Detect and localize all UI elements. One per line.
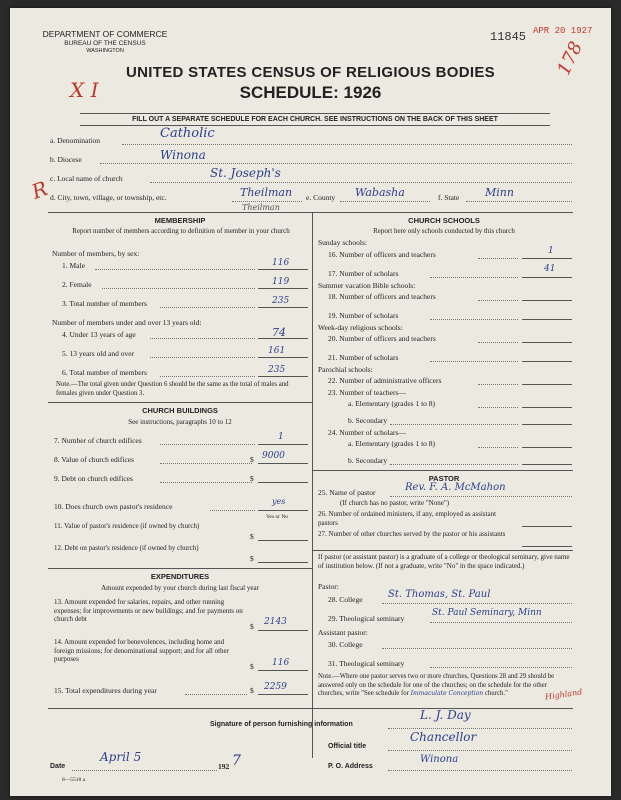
q17-label: 17. Number of scholars <box>328 269 399 278</box>
signature-label: Signature of person furnishing information <box>210 721 353 728</box>
state-value[interactable]: Minn <box>485 186 514 199</box>
q20-label: 20. Number of officers and teachers <box>328 334 436 343</box>
q21-label: 21. Number of scholars <box>328 353 399 362</box>
q25-label: 25. Name of pastor <box>318 488 376 497</box>
q1-label: 1. Male <box>62 261 85 270</box>
grad-note: If pastor (or assistant pastor) is a graduate of a college or theological seminary, give name of institution below. (If not a graduate, write "No" in the space indicated.) <box>318 553 570 570</box>
q4-label: 4. Under 13 years of age <box>62 330 136 339</box>
q12-label: 12. Debt on pastor's residence (if owned by church) <box>54 544 199 552</box>
q15-value[interactable]: 2259 <box>264 682 287 692</box>
dept-label: DEPARTMENT OF COMMERCE <box>42 29 168 39</box>
q3-label: 3. Total number of members <box>62 299 147 308</box>
denomination-label: a. Denomination <box>50 136 100 145</box>
q6-label: 6. Total number of members <box>62 368 147 377</box>
q3-value[interactable]: 235 <box>272 296 290 306</box>
q26-label: 26. Number of ordained ministers, if any, employed as assistant pastors <box>318 510 497 527</box>
diocese-label: b. Diocese <box>50 155 82 164</box>
q9-label: 9. Debt on church edifices <box>54 474 133 483</box>
q29-label: 29. Theological seminary <box>328 614 405 623</box>
q1-value[interactable]: 116 <box>272 258 290 268</box>
q10-value[interactable]: yes <box>272 497 286 506</box>
q10-label: 10. Does church own pastor's residence <box>54 502 173 511</box>
q7-value[interactable]: 1 <box>278 432 284 442</box>
denomination-value[interactable]: Catholic <box>160 126 215 141</box>
q28-label: 28. College <box>328 595 363 604</box>
city-field-note: Theilman <box>242 203 280 212</box>
q23-label: 23. Number of teachers— <box>328 388 406 397</box>
parochial-label: Parochial schools: <box>318 365 373 374</box>
q31-label: 31. Theological seminary <box>328 659 405 668</box>
pastor-sub-label: Pastor: <box>318 582 339 591</box>
buildings-title: CHURCH BUILDINGS <box>142 406 218 415</box>
yesno-hint: Yes or No <box>266 514 289 520</box>
q22-label: 22. Number of administrative officers <box>328 376 442 385</box>
q24-label: 24. Number of scholars— <box>328 428 406 437</box>
asst-label: Assistant pastor: <box>318 628 368 637</box>
form-title: UNITED STATES CENSUS OF RELIGIOUS BODIES <box>126 64 495 81</box>
date-label: Date <box>50 763 66 770</box>
q29-value[interactable]: St. Paul Seminary, Minn <box>432 608 542 618</box>
q11-label: 11. Value of pastor's residence (if owned by church) <box>54 522 200 530</box>
q30-label: 30. College <box>328 640 363 649</box>
q14-value[interactable]: 116 <box>272 658 290 668</box>
q16-label: 16. Number of officers and teachers <box>328 250 436 259</box>
q14-label: 14. Amount expended for benevolences, including home and foreign missions; for denominational support; and for all other purposes <box>54 638 229 663</box>
city-label: WASHINGTON <box>86 48 124 54</box>
q15-label: 15. Total expenditures during year <box>54 686 157 695</box>
q28-value[interactable]: St. Thomas, St. Paul <box>388 589 491 600</box>
q27-label: 27. Number of other churches served by the pastor or his assistants <box>318 530 506 538</box>
q23b-label: b. Secondary <box>348 416 388 425</box>
pastor-note <box>318 673 573 699</box>
date-value[interactable]: April 5 <box>100 750 142 764</box>
q24a-label: a. Elementary (grades 1 to 8) <box>348 439 436 448</box>
q13-value[interactable]: 2143 <box>264 617 287 627</box>
pastor-note-end: church." <box>484 690 508 697</box>
q13-label: 13. Amount expended for salaries, repairs, and other running expenses; for improvements or new buildings; and for payments on church debt <box>54 598 243 623</box>
q25-note: (If church has no pastor, write "None") <box>340 499 450 507</box>
under-over-label: Number of members under and over 13 years old: <box>52 318 202 327</box>
form-number: 8—5518 a <box>62 777 86 783</box>
stamp-number: 11845 <box>490 30 527 44</box>
mark-178: 178 <box>553 38 587 79</box>
schools-sub: Report here only schools conducted by this church <box>373 227 515 235</box>
weekday-label: Week-day religious schools: <box>318 323 403 332</box>
q24b-label: b. Secondary <box>348 456 388 465</box>
po-address-label: P. O. Address <box>328 763 373 770</box>
local-name-value[interactable]: St. Joseph's <box>210 166 281 180</box>
q8-value[interactable]: 9000 <box>262 451 285 461</box>
by-sex-label: Number of members, by sex: <box>52 249 140 258</box>
stamp-date: APR 20 1927 <box>533 26 593 36</box>
summer-label: Summer vacation Bible schools: <box>318 281 416 290</box>
membership-title: MEMBERSHIP <box>154 216 206 225</box>
mark-r: R <box>28 176 51 204</box>
membership-note: Note.—The total given under Question 6 should be the same as the total of males and females given under Question 3. <box>56 381 289 397</box>
schedule-title: SCHEDULE: 1926 <box>239 83 382 102</box>
q16-value[interactable]: 1 <box>548 246 554 256</box>
q5-value[interactable]: 161 <box>268 346 286 356</box>
q19-label: 19. Number of scholars <box>328 311 399 320</box>
expenditures-title: EXPENDITURES <box>150 572 210 581</box>
state-label: f. State <box>438 193 460 202</box>
bureau-label: BUREAU OF THE CENSUS <box>64 40 146 47</box>
city-field-value[interactable]: Theilman <box>240 186 293 199</box>
county-value[interactable]: Wabasha <box>355 186 405 199</box>
mark-xi: X I <box>70 78 99 102</box>
county-label: e. County <box>306 193 336 202</box>
membership-intro: Report number of members according to definition of member in your church <box>72 227 290 235</box>
q6-value[interactable]: 235 <box>268 365 286 375</box>
q18-label: 18. Number of officers and teachers <box>328 292 436 301</box>
sunday-label: Sunday schools: <box>318 238 367 247</box>
pastor-note-text: Note.—Where one pastor serves two or more churches, Questions 28 and 29 should be answered only on the schedule for one of the churches; on the schedule for the other churches, write "See schedule for <box>318 673 555 697</box>
local-name-label: c. Local name of church <box>50 174 123 183</box>
pastor-title: PASTOR <box>428 474 460 483</box>
buildings-sub: See instructions, paragraphs 10 to 12 <box>128 418 232 426</box>
q2-value[interactable]: 119 <box>272 277 290 287</box>
q2-label: 2. Female <box>62 280 92 289</box>
q4-value[interactable]: 74 <box>272 326 286 339</box>
official-title-value[interactable]: Chancellor <box>410 730 477 744</box>
pastor-note-red: Highland <box>544 687 583 702</box>
pastor-note-fill[interactable]: Immaculate Conception <box>410 690 484 697</box>
instructions-bar: FILL OUT A SEPARATE SCHEDULE FOR EACH CHURCH. SEE INSTRUCTIONS ON THE BACK OF THIS SHEET <box>80 113 550 126</box>
diocese-value[interactable]: Winona <box>160 148 206 162</box>
official-title-label: Official title <box>328 743 367 750</box>
q5-label: 5. 13 years old and over <box>62 349 135 358</box>
expenditures-sub: Amount expended by your church during last fiscal year <box>101 584 259 592</box>
q23a-label: a. Elementary (grades 1 to 8) <box>348 399 436 408</box>
census-schedule-sheet: DEPARTMENT OF COMMERCE BUREAU OF THE CENSUS WASHINGTON 11845 APR 20 1927 178 X I R UNITED STATES CENSUS OF RELIGIOUS BODIES SCHEDULE: 1926 FILL OUT A SEPARATE SCHEDULE FOR EACH CHURCH. SEE INSTRUCTIONS ON THE BACK OF THIS SHEET a. Denomination Catholic b. Diocese Winona c. Local name of church St. Joseph's d. City, town, village, or township, etc. Theilman Theilman e. County Wabasha f. State Minn MEMBERSHIP Report number of members according to definition of member in your church Number of members, by sex: 1. Male 116 2. Female 119 3. Total number of members 235 Number of members under and over 13 years old: 4. Under 13 years of age 74 5. 13 years old and over 161 6. Total number of members 235 Note.—The total given under Question 6 should be the same as the total of males and females given under Question 3. CHURCH BUILDINGS See instructions, paragraphs 10 to 12 7. Number of church edifices 1 8. Value of church edifices $ 9000 9. Debt on church edifices $ 10. Does church own pastor's residence yes Yes or No 11. Value of pastor's residence (if owned by church) $ 12. Debt on pastor's residence (if owned by church) $ EXPENDITURES Amount expended by your church during last fiscal year 13. Amount expended for salaries, repairs, and other running expenses; for improvements or new buildings; and for payments on church debt $ 2143 14. Amount expended for benevolences, including home and foreign missions; for denominational support; and for all other purposes $ 116 15. Total expenditures during year $ 2259 CHURCH SCHOOLS Report here only schools conducted by this church Sunday schools: 16. Number of officers and teachers 1 17. Number of scholars 41 Summer vacation Bible schools: 18. Number of officers and teachers 19. Number of scholars Week-day religious schools: 20. Number of officers and teachers 21. Number of scholars Parochial schools: 22. Number of administrative officers 23. Number of teachers— a. Elementary (grades 1 to 8) b. Secondary 24. Number of scholars— a. Elementary (grades 1 to 8) b. Secondary PASTOR 25. Name of pastor Rev. F. A. McMahon (If church has no pastor, write "None") 26. Number of ordained ministers, if any, employed as assistant pastors 27. Number of other churches served by the pastor or his assistants If pastor (or assistant pastor) is a graduate of a college or theological seminary, give name of institution below. (If not a graduate, write "No" in the space indicated.) Pastor: 28. College St. Thomas, St. Paul 29. Theological seminary St. Paul Seminary, Minn Assistant pastor: 30. College 31. Theological seminary Note.—Where one pastor serves two or more churches, Questions 28 and 29 should be answered only on the schedule for one of the churches; on the schedule for the other churches, write "See schedule for Immaculate Conception church." Highland Signature of person furnishing information L. J. Day Official title Chancellor Date April 5 192 7 P. O. Address Winona 8—5518 a <box>10 8 611 796</box>
q8-label: 8. Value of church edifices <box>54 455 135 464</box>
signature-value[interactable]: L. J. Day <box>420 708 471 722</box>
year-prefix: 192 <box>218 762 230 771</box>
schools-title: CHURCH SCHOOLS <box>408 216 480 225</box>
city-field-label: d. City, town, village, or township, etc. <box>50 193 167 202</box>
q17-value[interactable]: 41 <box>544 264 556 274</box>
q7-label: 7. Number of church edifices <box>54 436 142 445</box>
po-address-value[interactable]: Winona <box>420 754 459 765</box>
q25-value[interactable]: Rev. F. A. McMahon <box>405 482 506 493</box>
year-value[interactable]: 7 <box>232 753 241 769</box>
